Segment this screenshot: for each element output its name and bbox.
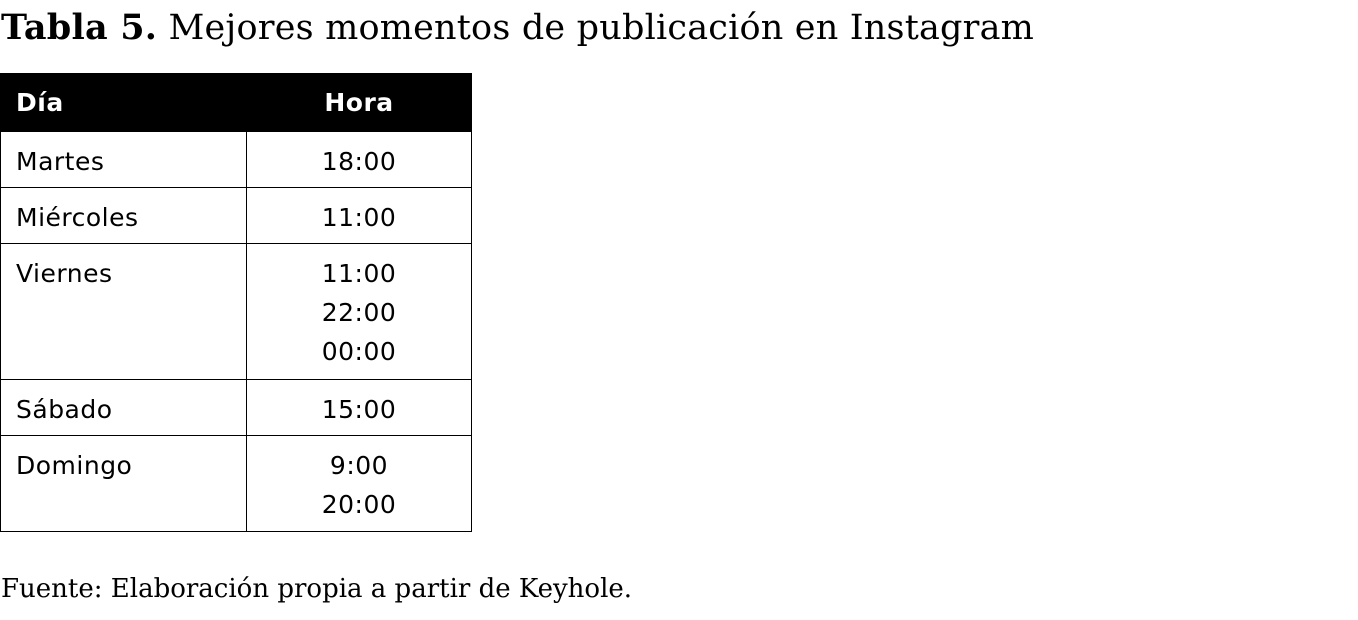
row-day-cell (1, 132, 247, 188)
hour-value: 00:00 (321, 337, 397, 366)
hour-value: 11:00 (321, 259, 397, 288)
table-caption (1, 6, 1034, 50)
table-caption-label: Tabla 5. (1, 7, 158, 48)
row-day-cell (1, 436, 247, 532)
table-row (1, 188, 472, 244)
table-row (1, 244, 472, 380)
table-row (1, 380, 472, 436)
day-label: Domingo (16, 451, 133, 480)
day-label: Martes (16, 147, 105, 176)
row-hour-cell (247, 188, 472, 244)
row-day-cell (1, 244, 247, 380)
hour-value: 9:00 (329, 451, 389, 480)
day-label: Viernes (16, 259, 113, 288)
table-header-row (1, 74, 472, 132)
source-note: Fuente: Elaboración propia a partir de Keyhole. (1, 574, 633, 604)
day-label: Miércoles (16, 203, 139, 232)
table-row (1, 132, 472, 188)
header-hour: Hora (247, 74, 472, 132)
row-day-cell (1, 188, 247, 244)
row-hour-cell (247, 436, 472, 532)
table-row (1, 436, 472, 532)
row-hour-cell (247, 244, 472, 380)
header-day: Día (1, 74, 247, 132)
row-day-cell (1, 380, 247, 436)
hour-value: 11:00 (321, 203, 397, 232)
posting-times-table (0, 73, 472, 532)
table-caption-text: Mejores momentos de publicación en Instagram (168, 8, 1035, 48)
hour-value: 22:00 (321, 298, 397, 327)
day-label: Sábado (16, 395, 113, 424)
hour-value: 20:00 (321, 490, 397, 519)
hour-value: 18:00 (321, 147, 397, 176)
row-hour-cell (247, 380, 472, 436)
row-hour-cell (247, 132, 472, 188)
hour-value: 15:00 (321, 395, 397, 424)
